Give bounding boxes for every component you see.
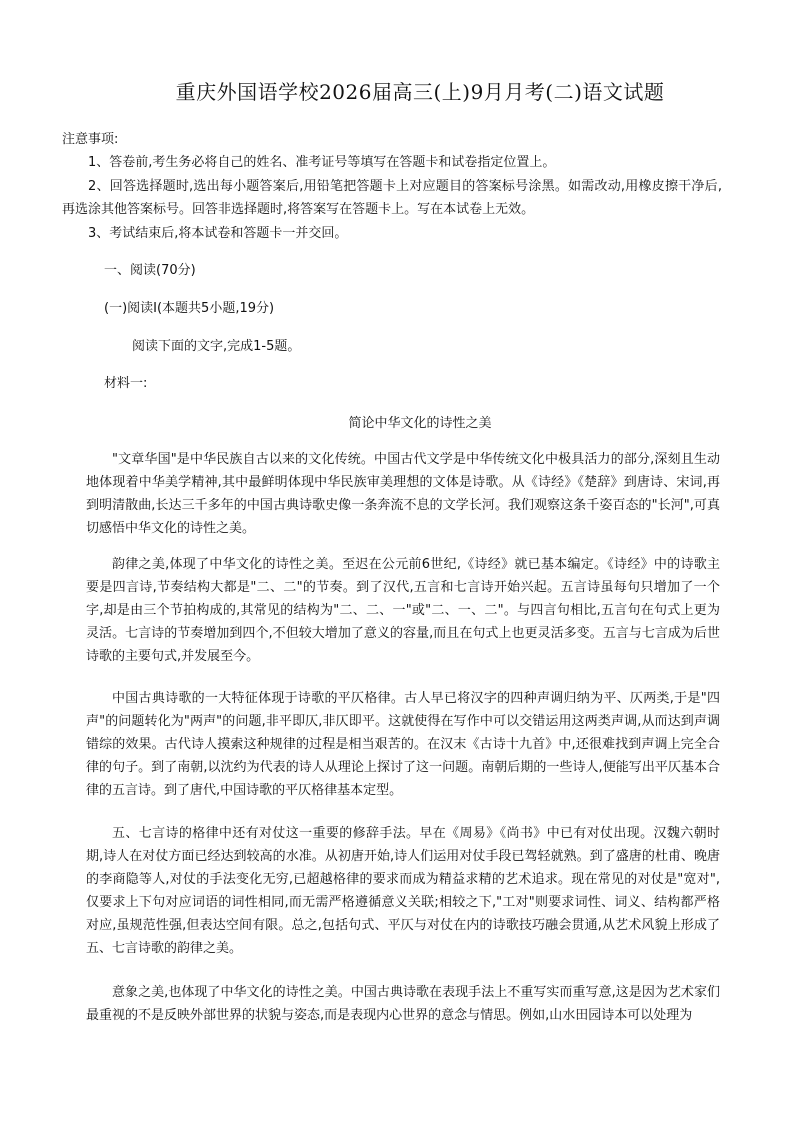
exam-title: 重庆外国语学校2026届高三(上)9月月考(二)语文试题 — [175, 80, 665, 104]
reading-instruction: 阅读下面的文字,完成1-5题。 — [132, 339, 301, 354]
notice-item-1: 1、答卷前,考生务必将自己的姓名、准考证号等填写在答题卡和试卷指定位置上。 — [88, 155, 556, 170]
notice-item-2: 2、回答选择题时,选出每小题答案后,用铅笔把答题卡上对应题目的答案标号涂黑。如需改动,用橡皮擦干净后,再选涂其他答案标号。回答非选择题时,将答案写在答题卡上。写在本试卷上无效。 — [62, 179, 722, 217]
article-paragraph-5: 意象之美,也体现了中华文化的诗性之美。中国古典诗歌在表现手法上不重写实而重写意,这是因为艺术家们最重视的不是反映外部世界的状貌与姿态,而是表现内心世界的意念与情思。例如,山水田园诗本可以处理为 — [86, 985, 720, 1023]
notice-heading: 注意事项: — [62, 132, 119, 147]
subsection-heading: (一)阅读Ⅰ(本题共5小题,19分) — [104, 301, 275, 316]
article-title: 简论中华文化的诗性之美 — [348, 416, 492, 431]
article-paragraph-1: "文章华国"是中华民族自古以来的文化传统。中国古代文学是中华传统文化中极具活力的部分,深刻且生动地体现着中华美学精神,其中最鲜明体现中华民族审美理想的文体是诗歌。从《诗经》《楚辞》到唐诗、宋词,再到明清散曲,长达三千多年的中国古典诗歌史像一条奔流不息的文学长河。我们观察这条千姿百态的"长河",可真切感悟中华文化的诗性之美。 — [86, 452, 720, 536]
article-paragraph-3: 中国古典诗歌的一大特征体现于诗歌的平仄格律。古人早已将汉字的四种声调归纳为平、仄两类,于是"四声"的问题转化为"两声"的问题,非平即仄,非仄即平。这就使得在写作中可以交错运用这两类声调,从而达到声调错综的效果。古代诗人摸索这种规律的过程是相当艰苦的。在汉末《古诗十九首》中,还很难找到声调上完全合律的句子。到了南朝,以沈约为代表的诗人从理论上探讨了这一问题。南朝后期的一些诗人,便能写出平仄基本合律的五言诗。到了唐代,中国诗歌的平仄格律基本定型。 — [86, 691, 720, 798]
section-heading: 一、阅读(70分) — [104, 263, 196, 278]
notice-item-3: 3、考试结束后,将本试卷和答题卡一并交回。 — [88, 226, 348, 241]
material-label: 材料一: — [104, 376, 148, 391]
article-paragraph-2: 韵律之美,体现了中华文化的诗性之美。至迟在公元前6世纪,《诗经》就已基本编定。《诗经》中的诗歌主要是四言诗,节奏结构大都是"二、二"的节奏。到了汉代,五言和七言诗开始兴起。五言诗虽每句只增加了一个字,却是由三个节拍构成的,其常见的结构为"二、二、一"或"二、一、二"。与四言句相比,五言句在句式上更为灵活。七言诗的节奏增加到四个,不但较大增加了意义的容量,而且在句式上也更灵活多变。五言与七言成为后世诗歌的主要句式,并发展至今。 — [86, 557, 720, 664]
article-paragraph-4: 五、七言诗的格律中还有对仗这一重要的修辞手法。早在《周易》《尚书》中已有对仗出现。汉魏六朝时期,诗人在对仗方面已经达到较高的水准。从初唐开始,诗人们运用对仗手段已驾轻就熟。到了盛唐的杜甫、晚唐的李商隐等人,对仗的手法变化无穷,已超越格律的要求而成为精益求精的艺术追求。现在常见的对仗是"宽对",仅要求上下句对应词语的词性相同,而无需严格遵循意义关联;相较之下,"工对"则要求词性、词义、结构都严格对应,虽规范性强,但表达空间有限。总之,包括句式、平仄与对仗在内的诗歌技巧融会贯通,从艺术风貌上形成了五、七言诗歌的韵律之美。 — [86, 826, 720, 956]
